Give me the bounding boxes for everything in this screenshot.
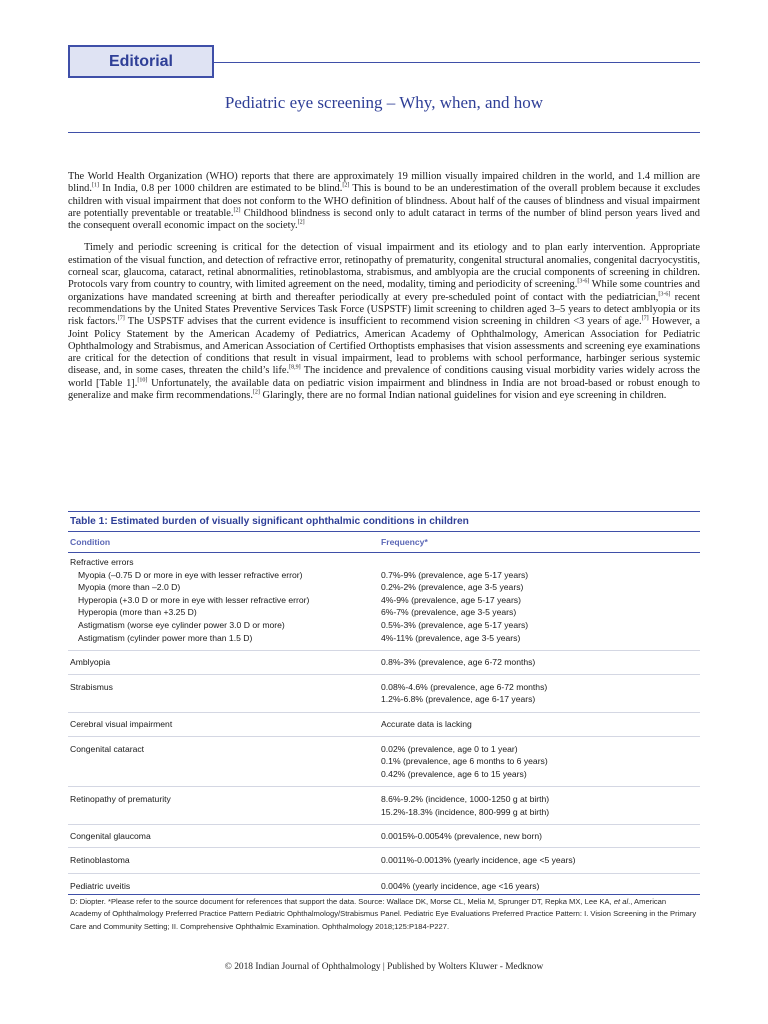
text-span: Unfortunately, the available data on pediatric vision impairment and blindness in India are not broad-based or robust enough to generalize and make firm recommendations.: [68, 377, 700, 402]
paragraph-2: [68, 242, 700, 402]
frequency-cell: [381, 656, 535, 669]
condition-text: Myopia (–0.75 D or more in eye with lesser refractive error): [78, 569, 303, 580]
citation[interactable]: [7]: [117, 315, 125, 322]
table-row: [68, 553, 700, 651]
table-body: [68, 553, 700, 894]
paragraph-1: [68, 171, 700, 232]
citation[interactable]: [2]: [252, 389, 260, 396]
citation[interactable]: [2]: [342, 182, 350, 189]
frequency-text: 0.0015%-0.0054% (prevalence, new born): [381, 830, 542, 841]
table-footnote: [68, 895, 700, 933]
text-span: The World Health Organization (WHO) reports that there are approximately 19 million visually impaired children in the world, and 1.4 million are blind.: [68, 171, 700, 195]
frequency-text: 0.8%-3% (prevalence, age 6-72 months): [381, 657, 536, 668]
text-span: The incidence and prevalence of conditions causing visual morbidity varies widely across the world [Table 1].: [68, 365, 701, 389]
text-span: recent recommendations by the United States Preventive Services Task Force (USPSTF) limit screening to children aged 3–5 years to detect amblyopia or its risk factors.: [68, 291, 700, 328]
condition-cell: [70, 681, 381, 706]
section-tag: Editorial: [68, 45, 214, 78]
frequency-text: [381, 556, 528, 569]
citation[interactable]: [2]: [233, 207, 241, 214]
frequency-text: 0.5%-3% (prevalence, age 5-17 years): [381, 619, 529, 630]
frequency-cell: [381, 854, 576, 867]
condition-text: Myopia (more than –2.0 D): [78, 582, 181, 593]
condition-cell: [70, 718, 381, 731]
frequency-text: 0.08%-4.6% (prevalence, age 6-72 months): [381, 681, 548, 692]
article-title: Pediatric eye screening – Why, when, and how: [224, 93, 544, 112]
title-rule: [68, 132, 700, 133]
frequency-cell: [381, 718, 472, 731]
footnote-etal: et al: [613, 897, 629, 907]
frequency-text: 0.7%-9% (prevalence, age 5-17 years): [381, 569, 529, 580]
condition-cell: [70, 743, 381, 781]
frequency-cell: [381, 681, 547, 706]
table-caption: Table 1: Estimated burden of visually significant ophthalmic conditions in children: [70, 516, 469, 527]
condition-cell: [70, 830, 381, 843]
frequency-cell: [381, 556, 528, 644]
frequency-text: 0.0011%-0.0013% (yearly incidence, age <5 years): [381, 855, 576, 866]
frequency-text: 4%-11% (prevalence, age 3-5 years): [381, 632, 521, 643]
article-body: [68, 171, 700, 412]
condition-text: Hyperopia (more than +3.25 D): [78, 607, 197, 618]
text-span: While some countries and organizations have mandated screening at birth and thereafter periodically at every pre-scheduled point of contact with the pediatrician,: [68, 279, 700, 303]
citation[interactable]: [7]: [641, 315, 649, 322]
citation[interactable]: [10]: [137, 377, 148, 384]
table-header-row: [68, 532, 700, 552]
frequency-text: 0.2%-2% (prevalence, age 3-5 years): [381, 582, 524, 593]
condition-text: Hyperopia (+3.0 D or more in eye with lesser refractive error): [78, 594, 310, 605]
citation[interactable]: [1]: [91, 182, 99, 189]
page-footer: © 2018 Indian Journal of Ophthalmology | Published by Wolters Kluwer - Medknow: [224, 962, 544, 972]
condition-cell: [70, 880, 381, 893]
condition-text: Astigmatism (cylinder power more than 1.5 D): [78, 632, 253, 643]
frequency-text: 1.2%-6.8% (prevalence, age 6-17 years): [381, 694, 536, 705]
text-span: In India, 0.8 per 1000 children are estimated to be blind.: [98, 183, 343, 195]
header-frequency: Frequency*: [381, 537, 428, 547]
condition-text: Refractive errors: [70, 557, 134, 567]
header-rule: [214, 62, 700, 63]
burden-table: [68, 511, 700, 933]
text-span: The USPSTF advises that the current evidence is insufficient to recommend vision screening in children <3 years of age.: [124, 316, 642, 328]
frequency-text: 0.42% (prevalence, age 6 to 15 years): [381, 768, 527, 779]
table-row: [68, 848, 700, 874]
condition-cell: [70, 854, 381, 867]
condition-cell: [70, 793, 381, 818]
text-span: Timely and periodic screening is critical for the detection of visual impairment and its etiology and to plan early intervention. Appropriate estimation of the visual function, and detection of refractive error, retinopathy of prematurity, congenital structural anomalies, congenital dacryocystitis, corneal scar, glaucoma, cataract, retinal abnormalities, retinoblastoma, strabismus, and amblyopia are the crucial components of screening in children. Protocols vary from country to country, with limited agreement on the need, modality, timing and periodicity of screening.: [68, 242, 700, 291]
footnote-text: ., American Academy of Ophthalmology Preferred Practice Pattern Pediatric Ophthalmology/Strabismus Panel. Pediatric Eye Evaluations Preferred Practice Pattern: I. Vision Screening in the Primary Care and Community Setting; II. Comprehensive Ophthalmic Examination. Ophthalmology 2018;125:P184-P227.: [70, 897, 697, 931]
frequency-text: 8.6%-9.2% (incidence, 1000-1250 g at birth): [381, 794, 550, 805]
table-row: [68, 713, 700, 737]
citation[interactable]: [2]: [297, 219, 305, 226]
condition-text: Retinopathy of prematurity: [70, 794, 171, 805]
citation[interactable]: [3-6]: [658, 291, 671, 298]
table-row: [68, 825, 700, 849]
footnote-text: D: Diopter. *Please refer to the source document for references that support the data. Source: Wallace DK, Morse CL, Melia M, Sprunger DT, Repka MX, Lee KA,: [70, 897, 614, 907]
condition-text: Congenital cataract: [70, 743, 145, 754]
frequency-text: 15.2%-18.3% (incidence, 800-999 g at birth): [381, 806, 550, 817]
table-row: [68, 737, 700, 788]
table-row: [68, 675, 700, 713]
frequency-text: 0.02% (prevalence, age 0 to 1 year): [381, 743, 518, 754]
frequency-cell: [381, 880, 539, 893]
table-row: [68, 651, 700, 675]
condition-text: Amblyopia: [70, 657, 111, 668]
frequency-cell: [381, 793, 549, 818]
frequency-text: 0.004% (yearly incidence, age <16 years): [381, 880, 540, 891]
frequency-text: 6%-7% (prevalence, age 3-5 years): [381, 607, 517, 618]
condition-cell: [70, 656, 381, 669]
citation[interactable]: [8,9]: [289, 364, 301, 371]
frequency-text: 4%-9% (prevalence, age 5-17 years): [381, 594, 521, 605]
condition-text: Strabismus: [70, 681, 113, 692]
citation[interactable]: [3-6]: [577, 278, 590, 285]
table-row: [68, 787, 700, 824]
text-span: Glaringly, there are no formal Indian national guidelines for vision and eye screening in children.: [259, 390, 667, 402]
condition-text: Retinoblastoma: [70, 855, 130, 866]
frequency-text: Accurate data is lacking: [381, 718, 472, 729]
text-span: However, a Joint Policy Statement by the American Academy of Pediatrics, American Academy of Ophthalmology, American Association for Pediatric Ophthalmology and Strabismus, and American Association of Certified Orthoptists emphasises that vision assessments and screening eye examinations are critical for the detection of conditions that result in visual impairment, lead to problems with school performance, harbinger serious systemic disease, and, in some cases, threaten the child’s life.: [68, 316, 700, 377]
frequency-text: 0.1% (prevalence, age 6 months to 6 years): [381, 756, 548, 767]
condition-text: Astigmatism (worse eye cylinder power 3.0 D or more): [78, 619, 285, 630]
header-condition: Condition: [70, 537, 111, 547]
text-span: This is bound to be an underestimation of the overall problem because it excludes children with visual impairment that does not conform to the WHO definition of blindness. About half of the causes of blindness and visual impairment are potentially preventable or treatable.: [68, 183, 700, 219]
condition-text: Pediatric uveitis: [70, 880, 131, 891]
condition-cell: [70, 556, 381, 644]
frequency-cell: [381, 830, 542, 843]
frequency-cell: [381, 743, 548, 781]
condition-text: Congenital glaucoma: [70, 830, 151, 841]
text-span: Childhood blindness is second only to adult cataract in terms of the number of blind person years lived and the consequent overall economic impact on the society.: [68, 207, 700, 232]
table-row: [68, 874, 700, 895]
condition-text: Cerebral visual impairment: [70, 718, 173, 729]
